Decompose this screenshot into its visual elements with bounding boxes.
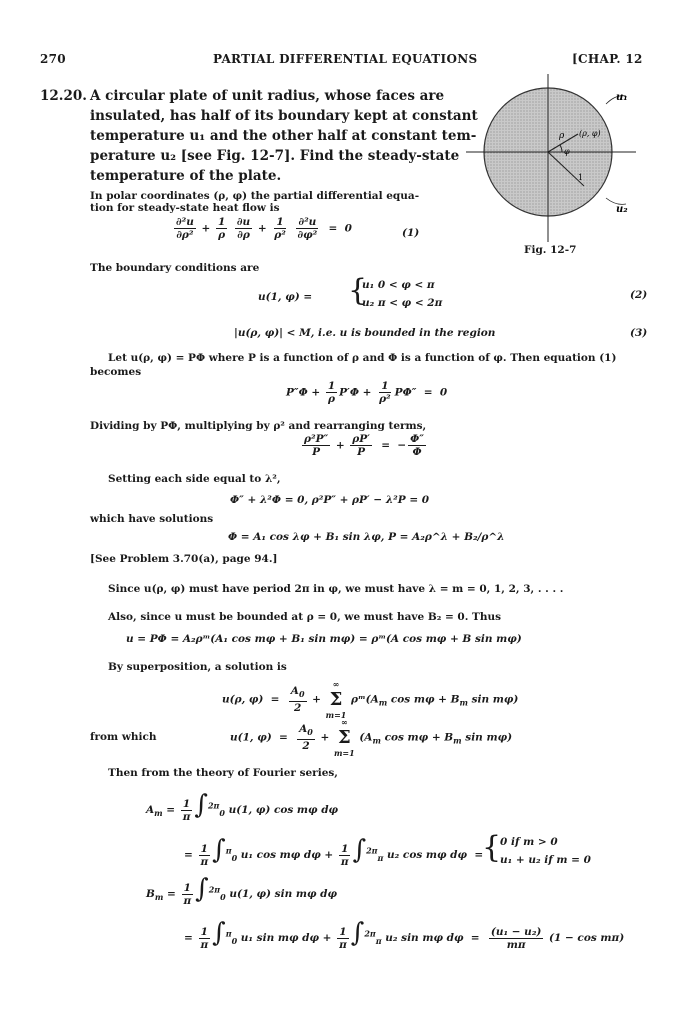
dividing-text: Dividing by PΦ, multiplying by ρ² and rearranging terms, <box>90 420 427 432</box>
superposition-text: By superposition, a solution is <box>108 661 287 673</box>
equation-bm-def: $B_m$ = $\frac{1}{\pi}$ ∫$^{2\pi}_0$ u(1, φ) sin mφ dφ <box>146 874 337 907</box>
equation-u: u = PΦ = A₂ρᵐ(A₁ cos mφ + B₁ sin mφ) = ρᵐ(A cos mφ + B sin mφ) <box>126 633 522 645</box>
equation-boundary-series: u(1, φ) = $\frac{A_0}{2}$ + ∞ Σ m=1 ($A_m$ $\cos m\varphi + B_m$ sin mφ) <box>230 717 513 758</box>
equation-series: u(ρ, φ) = $\frac{A_0}{2}$ + ∞ Σ m=1 $\rho ᵐ(A_m$ $\cos m\varphi + B_m$ sin mφ) <box>222 679 519 720</box>
label-rho: ρ <box>559 131 565 141</box>
equation-solutions: Φ = A₁ cos λφ + B₁ sin λφ, P = A₂ρ^λ + B₂/ρ^λ <box>228 531 505 543</box>
figure-caption: Fig. 12-7 <box>524 244 577 256</box>
running-title: PARTIAL DIFFERENTIAL EQUATIONS <box>213 52 478 66</box>
let-line: Let u(ρ, φ) = PΦ where P is a function of ρ and Φ is a function of φ. Then equation (1) <box>108 352 617 364</box>
label-one: 1 <box>578 173 584 182</box>
setting-text: Setting each side equal to λ², <box>108 473 281 485</box>
eq3-tag: (3) <box>630 327 648 339</box>
figure-circle-plate <box>466 74 666 254</box>
then-text: Then from the theory of Fourier series, <box>108 767 338 779</box>
page-number: 270 <box>40 52 66 66</box>
statement-line: temperature u₁ and the other half at constant tem- <box>90 128 477 144</box>
am-case: 0 if m > 0 <box>500 836 558 848</box>
equation-lambda: Φ″ + λ²Φ = 0, ρ²P″ + ρP′ − λ²P = 0 <box>230 494 430 506</box>
since-text: Since u(ρ, φ) must have period 2π in φ, we must have λ = m = 0, 1, 2, 3, . . . . <box>108 583 564 595</box>
am-case: u₁ + u₂ if m = 0 <box>500 854 591 866</box>
bc-intro: The boundary conditions are <box>90 262 260 274</box>
intro-line: tion for steady-state heat flow is <box>90 202 280 214</box>
equation-1: $\frac{\text{∂²u}}{\text{∂ρ²}}$ + $\frac{1}{\rho}$ $\frac{\partial u}{\partial\rho}$ + $\frac{1}{\text{ρ²}}$ $\frac{\text{∂²u}}{\text{∂φ²}}$ = 0 <box>176 216 352 241</box>
see-reference: [See Problem 3.70(a), page 94.] <box>90 553 278 565</box>
equation-ode: P″Φ + $\frac{1}{\rho}$ P′Φ + $\frac{1}{\text{ρ²}}$ PΦ″ = 0 <box>286 380 448 405</box>
eq2-lhs: u(1, φ) = <box>258 291 313 303</box>
equation-bm-eval: = $\frac{1}{\pi}$ ∫$^\pi_0$ u₁ sin mφ dφ + $\frac{1}{\pi}$ ∫$^{2\pi}_\pi$ u₂ sin mφ dφ = $\frac{\text{(u₁ − u₂)}}{m\pi}$ (1 − cos mπ) <box>184 918 625 951</box>
from-which-text: from which <box>90 731 157 743</box>
problem-number: 12.20. <box>40 88 87 104</box>
eq2-case: u₂ π < φ < 2π <box>362 297 443 309</box>
eq1-tag: (1) <box>402 227 420 239</box>
eq3: |u(ρ, φ)| < M, i.e. u is bounded in the region <box>234 327 496 339</box>
statement-line: A circular plate of unit radius, whose faces are <box>90 88 445 104</box>
label-u1: u₁ <box>616 92 628 103</box>
chapter-label: [CHAP. 12 <box>572 52 643 66</box>
statement-line: temperature of the plate. <box>90 168 282 184</box>
statement-line: perature u₂ [see Fig. 12-7]. Find the steady-state <box>90 148 460 164</box>
eq2-tag: (2) <box>630 289 648 301</box>
label-phi: φ <box>564 147 570 156</box>
since-text: Also, since u must be bounded at ρ = 0, we must have B₂ = 0. Thus <box>108 611 502 623</box>
equation-am-eval: = $\frac{1}{\pi}$ ∫$^\pi_0$ u₁ cos mφ dφ + $\frac{1}{\pi}$ ∫$^{2\pi}_\pi$ u₂ cos mφ dφ = <box>184 835 484 868</box>
left-brace: { <box>482 830 502 865</box>
equation-am-def: $A_m$ = $\frac{1}{\pi}$ ∫$^{2\pi}_0$ u(1, φ) cos mφ dφ <box>146 790 339 823</box>
equation-separated: $\frac{\text{ρ²P″}}{P}$ + $\frac{\rho P'}{P}$ = − $\frac{\Phi''}{\Phi}$ <box>304 433 424 458</box>
statement-line: insulated, has half of its boundary kept at constant <box>90 108 478 124</box>
let-line: becomes <box>90 366 142 378</box>
eq2-case: u₁ 0 < φ < π <box>362 279 435 291</box>
label-u2: u₂ <box>616 204 628 215</box>
intro-line: In polar coordinates (ρ, φ) the partial differential equa- <box>90 190 420 202</box>
left-brace: { <box>348 273 368 308</box>
label-point: (ρ, φ) <box>579 129 601 138</box>
which-text: which have solutions <box>90 513 214 525</box>
